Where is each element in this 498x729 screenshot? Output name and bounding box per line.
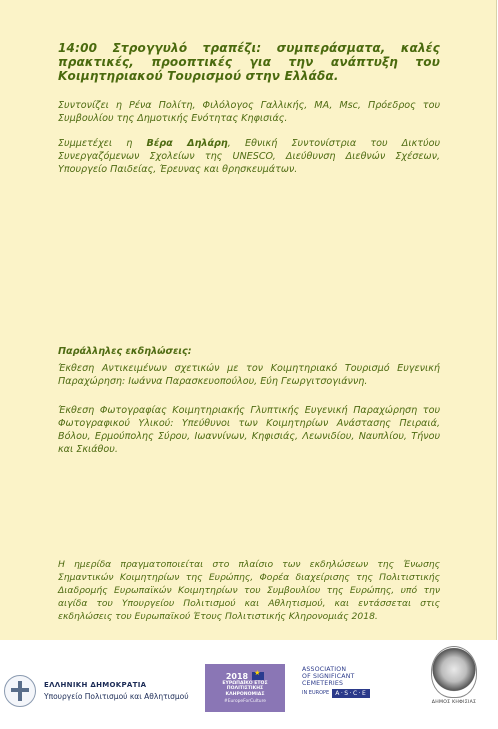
eu-flag-icon bbox=[252, 672, 264, 680]
eu-line1: ΕΥΡΩΠΑΪΚΟ ΕΤΟΣ bbox=[222, 680, 268, 686]
ministry-logo-line2: Υπουργείο Πολιτισμού και Αθλητισμού bbox=[44, 692, 189, 701]
ministry-logo bbox=[4, 672, 194, 710]
kifisia-label: ΔΗΜΟΣ ΚΗΦΙΣΙΑΣ bbox=[431, 700, 477, 705]
kifisia-emblem-icon bbox=[431, 646, 477, 698]
exhibition-photography-paragraph: Έκθεση Φωτογραφίας Κοιμητηριακής Γλυπτικής Ευγενική Παραχώρηση του Φωτογραφικού Υλικού: Υπεύθυνοι των Κοιμητηρίων Ανάστασης Πειραιά, Βόλου, Ερμούπολης Σύρου, Ιωαννίνων, Κηφισιάς, Λεωνιδίου, Ναυπλίου, Τήνου και Σκιάθου. bbox=[58, 405, 440, 455]
sponsor-logos-footer bbox=[0, 640, 498, 729]
asce-line3: CEMETERIES bbox=[302, 680, 344, 687]
eu-line2: ΠΟΛΙΤΙΣΤΙΚΗΣ bbox=[226, 686, 264, 692]
asce-small-text: IN EUROPE bbox=[302, 690, 330, 696]
participant-prefix: Συμμετέχει η bbox=[58, 138, 147, 149]
asce-mark: A·S·C·E bbox=[332, 689, 370, 698]
eu-year: 2018 bbox=[225, 671, 249, 681]
greek-state-emblem-icon bbox=[4, 675, 36, 707]
exhibition-objects-paragraph: Έκθεση Αντικειμένων σχετικών με τον Κοιμητηριακό Τουρισμό Ευγενική Παραχώρηση: Ιωάννα Παρασκευοπούλου, Εύη Γεωργιτσογιάννη. bbox=[58, 363, 440, 387]
participant-paragraph bbox=[58, 137, 440, 176]
roundtable-title: 14:00 Στρογγυλό τραπέζι: συμπεράσματα, καλές πρακτικές, προοπτικές για την ανάπτυξη του Κοιμητηριακού Τουρισμού στην Ελλάδα. bbox=[58, 41, 440, 83]
ministry-logo-line1: ΕΛΛΗΝΙΚΗ ΔΗΜΟΚΡΑΤΙΑ bbox=[44, 681, 147, 689]
asce-logo bbox=[302, 666, 386, 708]
closing-note-paragraph: Η ημερίδα πραγματοποιείται στο πλαίσιο των εκδηλώσεων της Ένωσης Σημαντικών Κοιμητηρίων της Ευρώπης, Φορέα διαχείρισης της Πολιτιστικής Διαδρομής Ευρωπαϊκών Κοιμητηρίων του Συμβουλίου της Ευρώπης, υπό την αιγίδα του Υπουργείου Πολιτισμού και Αθλητισμού, και εντάσσεται στις εκδηλώσεις του Ευρωπαϊκού Έτους Πολιτιστικής Κληρονομιάς 2018. bbox=[58, 559, 440, 622]
eu-hashtag: #EuropeForCulture bbox=[224, 699, 266, 705]
asce-line1: ASSOCIATION bbox=[302, 666, 347, 673]
european-heritage-year-logo bbox=[205, 664, 285, 712]
moderator-paragraph: Συντονίζει η Ρένα Πολίτη, Φιλόλογος Γαλλικής, MA, Msc, Πρόεδρος του Συμβουλίου της Δημοτικής Ενότητας Κηφισιάς. bbox=[58, 100, 440, 124]
parallel-events-heading: Παράλληλες εκδηλώσεις: bbox=[58, 346, 192, 357]
kifisia-municipality-logo bbox=[425, 646, 483, 714]
asce-line2: OF SIGNIFICANT bbox=[302, 673, 355, 680]
eu-line3: ΚΛΗΡΟΝΟΜΙΑΣ bbox=[225, 691, 265, 697]
participant-name: Βέρα Δηλάρη bbox=[146, 138, 228, 149]
participant-details: , Εθνική Συντονίστρια του Δικτύου Συνεργαζόμενων Σχολείων της UNESCO, Διεύθυνση Διεθνών Σχέσεων, Υπουργείο Παιδείας, Έρευνας και θρησκευμάτων. bbox=[58, 138, 440, 175]
